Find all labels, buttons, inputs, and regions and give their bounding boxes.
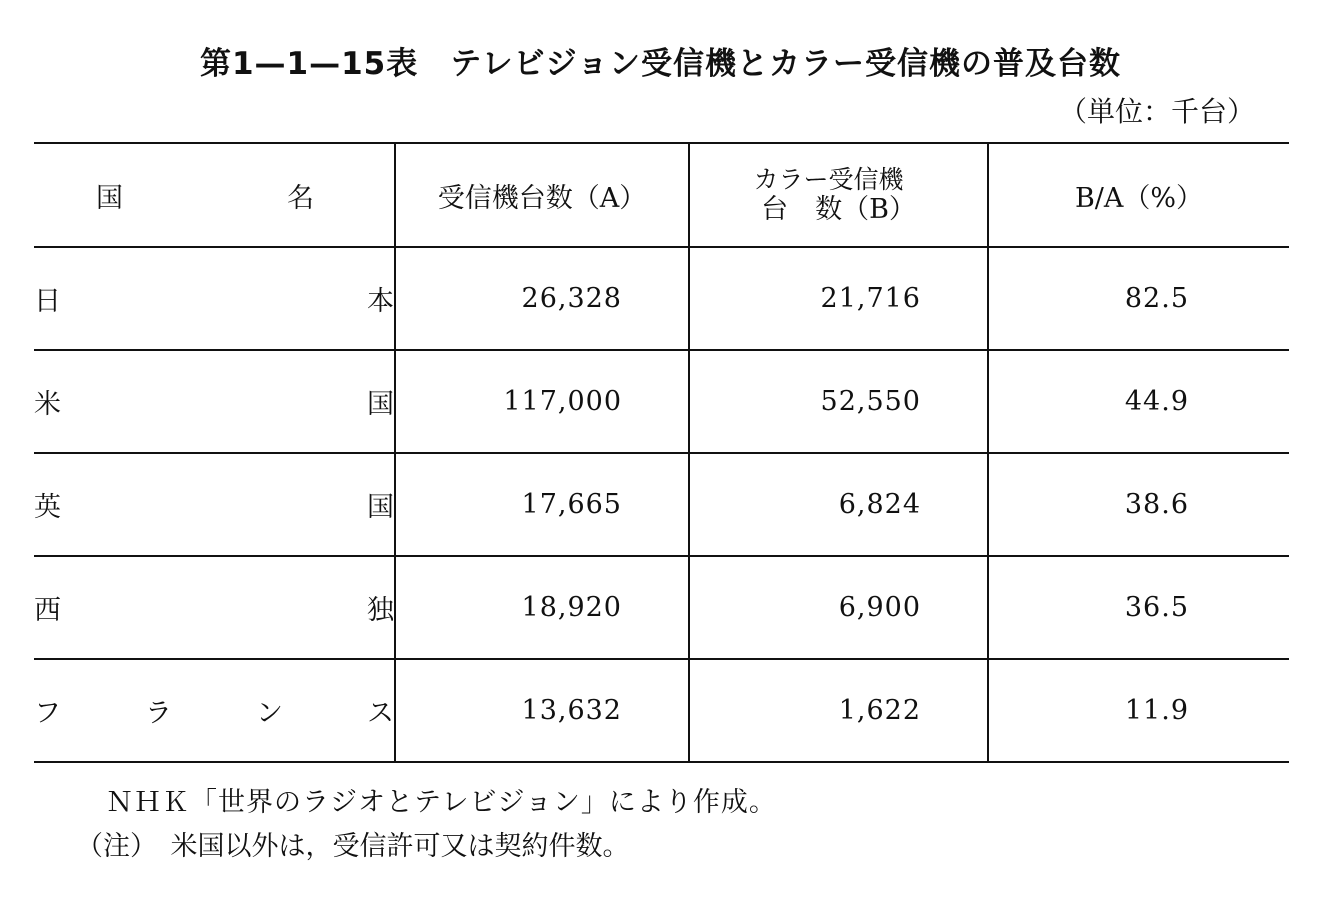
ratio-cell: 11.9 xyxy=(988,659,1289,762)
country-cell xyxy=(34,350,395,453)
country-char: 独 xyxy=(367,595,394,626)
column-header-ratio: B/A（%） xyxy=(988,143,1289,247)
receivers-cell: 117,000 xyxy=(395,350,689,453)
footnotes xyxy=(76,781,777,869)
country-char: ン xyxy=(256,698,283,729)
column-header-country xyxy=(34,143,395,247)
column-header-color-line2: 台 数（B） xyxy=(761,194,916,225)
color-receivers-cell: 6,900 xyxy=(689,556,988,659)
source-note: ＮＨＫ「世界のラジオとテレビジョン」により作成。 xyxy=(106,787,777,818)
country-char: 日 xyxy=(34,286,61,317)
ratio-cell: 44.9 xyxy=(988,350,1289,453)
table-row xyxy=(34,350,1289,453)
ratio-cell: 38.6 xyxy=(988,453,1289,556)
country-char: 国 xyxy=(367,492,394,523)
country-char: 米 xyxy=(34,389,61,420)
receivers-cell: 18,920 xyxy=(395,556,689,659)
receivers-cell: 26,328 xyxy=(395,247,689,350)
table-row xyxy=(34,556,1289,659)
column-header-country-char: 名 xyxy=(287,182,314,214)
ratio-cell: 82.5 xyxy=(988,247,1289,350)
country-cell xyxy=(34,453,395,556)
annotation-note: （注） 米国以外は，受信許可又は契約件数。 xyxy=(76,831,630,862)
column-header-color-receivers xyxy=(689,143,988,247)
ratio-cell: 36.5 xyxy=(988,556,1289,659)
country-cell xyxy=(34,247,395,350)
country-char: 国 xyxy=(367,389,394,420)
unit-label: （単位：千台） xyxy=(1058,95,1255,128)
country-char: ス xyxy=(367,698,394,729)
country-char: フ xyxy=(34,698,61,729)
receivers-cell: 13,632 xyxy=(395,659,689,762)
color-receivers-cell: 6,824 xyxy=(689,453,988,556)
data-table xyxy=(34,142,1289,763)
receivers-cell: 17,665 xyxy=(395,453,689,556)
table-row xyxy=(34,453,1289,556)
column-header-country-char: 国 xyxy=(96,182,123,214)
country-cell xyxy=(34,659,395,762)
column-header-color-line1: カラー受信機 xyxy=(753,165,904,194)
country-char: ラ xyxy=(145,698,172,729)
table-row xyxy=(34,659,1289,762)
column-header-receivers: 受信機台数（A） xyxy=(395,143,689,247)
color-receivers-cell: 52,550 xyxy=(689,350,988,453)
country-char: 英 xyxy=(34,492,61,523)
table-title: 第1—1—15表 テレビジョン受信機とカラー受信機の普及台数 xyxy=(199,46,1122,82)
country-char: 本 xyxy=(367,286,394,317)
color-receivers-cell: 1,622 xyxy=(689,659,988,762)
header-row xyxy=(34,143,1289,247)
table-row xyxy=(34,247,1289,350)
country-cell xyxy=(34,556,395,659)
country-char: 西 xyxy=(34,595,61,626)
color-receivers-cell: 21,716 xyxy=(689,247,988,350)
